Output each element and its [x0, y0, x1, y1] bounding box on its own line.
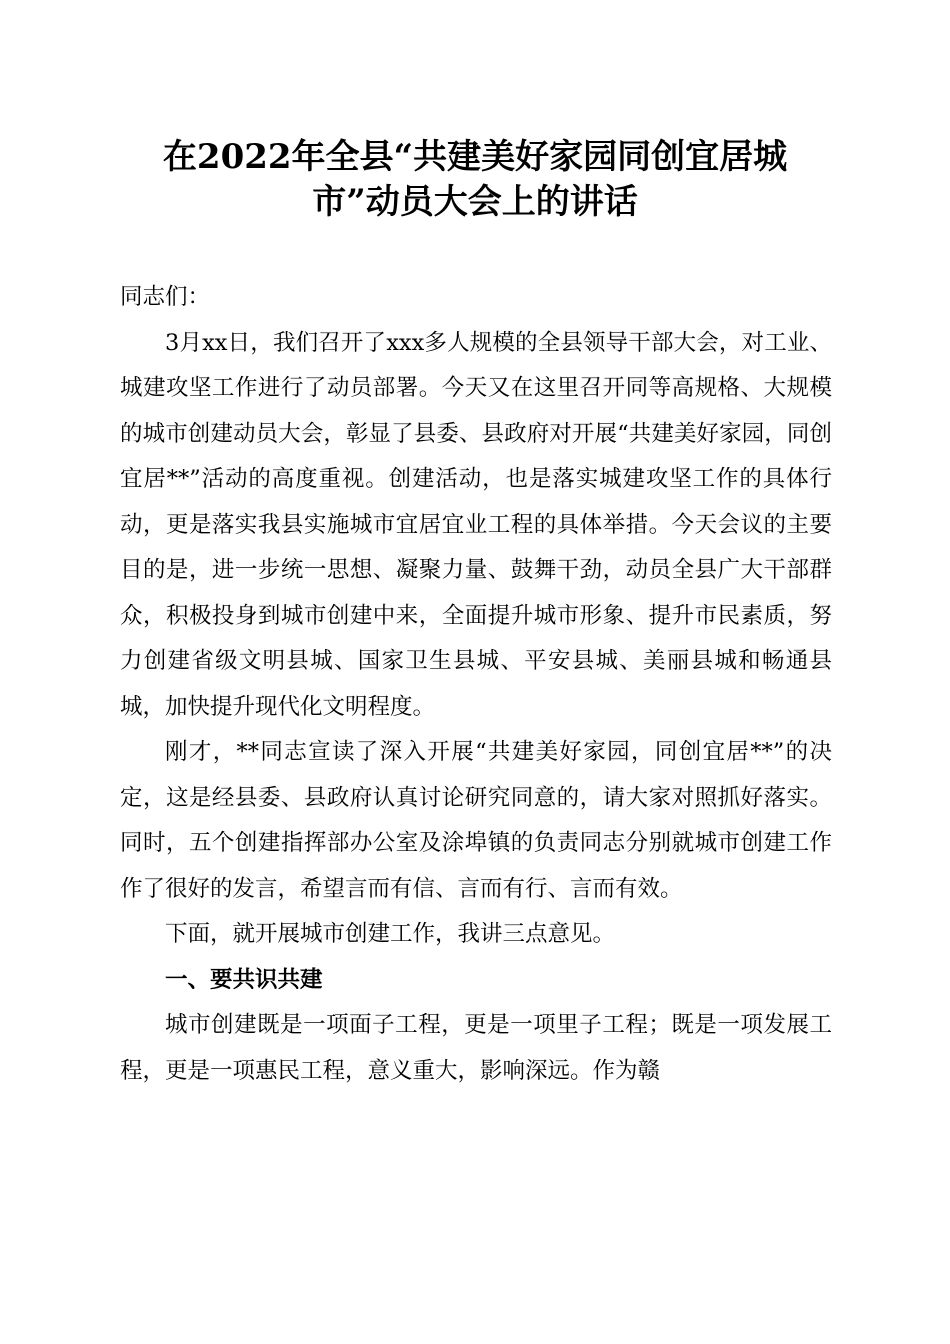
title-line-2: 市”动员大会上的讲话 [312, 182, 638, 222]
salutation: 同志们： [120, 284, 211, 310]
paragraph-transition: 下面，就开展城市创建工作，我讲三点意见。 [165, 921, 616, 947]
paragraph-opening: 3月xx日，我们召开了xxx多人规模的全县领导干部大会，对工业、城建攻坚工作进行了动员部署。今天又在这里召开同等高规格、大规模的城市创建动员大会，彰显了县委、县政府对开展“共建美好家园，同创宜居**”活动的高度重视。创建活动，也是落实城建攻坚工作的具体行动，更是落实我县实施城市宜居宜业工程的具体举措。今天会议的主要目的是，进一步统一思想、凝聚力量、鼓舞干劲，动员全县广大干部群众，积极投身到城市创建中来，全面提升城市形象、提升市民素质，努力创建省级文明县城、国家卫生县城、平安县城、美丽县城和畅通县城，加快提升现代化文明程度。 [120, 329, 832, 720]
title-line-1: 在2022年全县“共建美好家园同创宜居城 [162, 137, 788, 177]
document-body [120, 275, 832, 1094]
section-heading-1: 一、要共识共建 [165, 966, 323, 993]
paragraph-meeting-review: 刚才，**同志宣读了深入开展“共建美好家园，同创宜居**”的决定，这是经县委、县政府认真讨论研究同意的，请大家对照抓好落实。同时，五个创建指挥部办公室及涂埠镇的负责同志分别就城市创建工作作了很好的发言，希望言而有信、言而有行、言而有效。 [120, 739, 832, 902]
document-title [100, 135, 850, 225]
paragraph-section-1: 城市创建既是一项面子工程，更是一项里子工程；既是一项发展工程，更是一项惠民工程，意义重大，影响深远。作为赣 [120, 1012, 832, 1084]
